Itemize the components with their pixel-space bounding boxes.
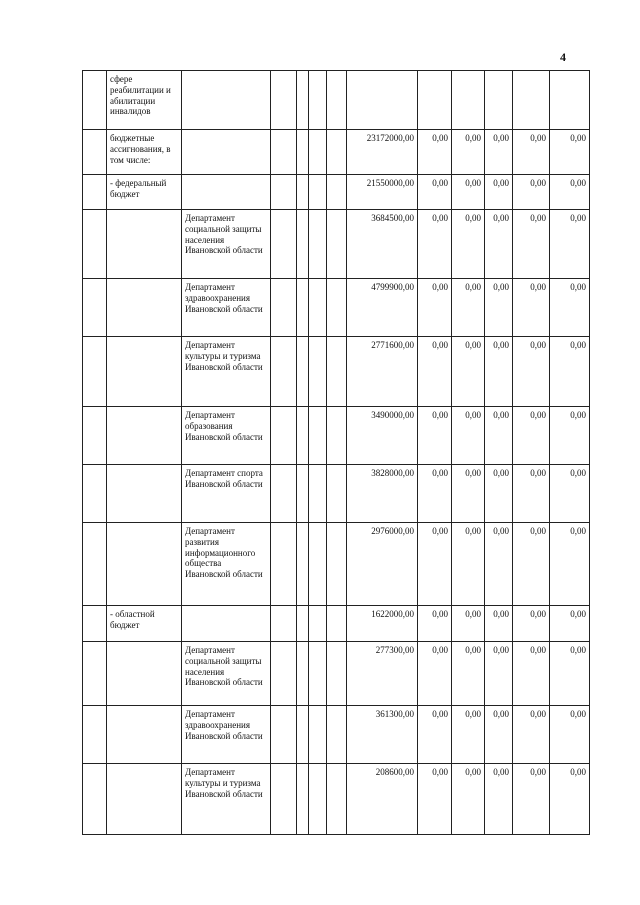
amount-cell: 3490000,00 — [347, 407, 418, 465]
row-label-cell — [107, 210, 182, 279]
table-row — [83, 606, 590, 642]
empty-cell — [327, 210, 347, 279]
row-label-cell — [107, 465, 182, 523]
value-cell-1: 0,00 — [418, 279, 452, 337]
value-cell-1: 0,00 — [418, 706, 452, 764]
empty-cell — [309, 210, 327, 279]
value-cell-2: 0,00 — [452, 465, 485, 523]
value-cell-1 — [418, 71, 452, 130]
empty-cell — [327, 706, 347, 764]
row-index-cell — [83, 764, 107, 835]
value-cell-4: 0,00 — [513, 764, 550, 835]
empty-cell — [309, 337, 327, 407]
value-cell-2 — [452, 71, 485, 130]
amount-cell: 4799900,00 — [347, 279, 418, 337]
value-cell-5: 0,00 — [550, 130, 590, 175]
empty-cell — [309, 71, 327, 130]
empty-cell — [327, 465, 347, 523]
value-cell-3: 0,00 — [485, 523, 513, 606]
table-row — [83, 642, 590, 706]
amount-cell: 2771600,00 — [347, 337, 418, 407]
empty-cell — [271, 130, 297, 175]
row-index-cell — [83, 130, 107, 175]
empty-cell — [297, 71, 309, 130]
row-index-cell — [83, 210, 107, 279]
empty-cell — [297, 523, 309, 606]
empty-cell — [327, 764, 347, 835]
value-cell-4: 0,00 — [513, 279, 550, 337]
row-index-cell — [83, 706, 107, 764]
amount-cell: 208600,00 — [347, 764, 418, 835]
empty-cell — [297, 764, 309, 835]
empty-cell — [271, 764, 297, 835]
value-cell-2: 0,00 — [452, 706, 485, 764]
amount-cell: 277300,00 — [347, 642, 418, 706]
value-cell-5 — [550, 71, 590, 130]
department-cell: Департамент социальной защиты населения Ивановской области — [182, 210, 271, 279]
empty-cell — [309, 606, 327, 642]
empty-cell — [271, 606, 297, 642]
value-cell-5: 0,00 — [550, 175, 590, 210]
value-cell-2: 0,00 — [452, 606, 485, 642]
value-cell-1: 0,00 — [418, 764, 452, 835]
empty-cell — [271, 279, 297, 337]
value-cell-4: 0,00 — [513, 130, 550, 175]
empty-cell — [271, 175, 297, 210]
empty-cell — [297, 175, 309, 210]
value-cell-5: 0,00 — [550, 337, 590, 407]
value-cell-4 — [513, 71, 550, 130]
value-cell-1: 0,00 — [418, 337, 452, 407]
row-index-cell — [83, 279, 107, 337]
department-cell — [182, 71, 271, 130]
table-row — [83, 523, 590, 606]
table-row — [83, 130, 590, 175]
row-label-cell — [107, 642, 182, 706]
empty-cell — [309, 523, 327, 606]
row-label-cell — [107, 407, 182, 465]
row-index-cell — [83, 175, 107, 210]
department-cell — [182, 130, 271, 175]
value-cell-4: 0,00 — [513, 465, 550, 523]
empty-cell — [309, 407, 327, 465]
empty-cell — [297, 642, 309, 706]
empty-cell — [327, 71, 347, 130]
amount-cell: 2976000,00 — [347, 523, 418, 606]
value-cell-2: 0,00 — [452, 175, 485, 210]
value-cell-3 — [485, 71, 513, 130]
table-row — [83, 465, 590, 523]
empty-cell — [297, 210, 309, 279]
row-label-cell — [107, 764, 182, 835]
row-index-cell — [83, 642, 107, 706]
row-index-cell — [83, 523, 107, 606]
empty-cell — [327, 523, 347, 606]
table-row — [83, 407, 590, 465]
row-index-cell — [83, 407, 107, 465]
empty-cell — [271, 71, 297, 130]
empty-cell — [297, 279, 309, 337]
empty-cell — [309, 175, 327, 210]
row-label-cell — [107, 337, 182, 407]
value-cell-5: 0,00 — [550, 764, 590, 835]
value-cell-3: 0,00 — [485, 279, 513, 337]
value-cell-5: 0,00 — [550, 210, 590, 279]
empty-cell — [327, 279, 347, 337]
department-cell: Департамент здравоохранения Ивановской области — [182, 706, 271, 764]
empty-cell — [271, 642, 297, 706]
value-cell-1: 0,00 — [418, 642, 452, 706]
empty-cell — [297, 337, 309, 407]
value-cell-5: 0,00 — [550, 279, 590, 337]
table-row — [83, 175, 590, 210]
empty-cell — [271, 407, 297, 465]
value-cell-3: 0,00 — [485, 130, 513, 175]
empty-cell — [327, 130, 347, 175]
table-row — [83, 279, 590, 337]
value-cell-3: 0,00 — [485, 407, 513, 465]
empty-cell — [309, 642, 327, 706]
empty-cell — [309, 764, 327, 835]
department-cell: Департамент образования Ивановской области — [182, 407, 271, 465]
empty-cell — [297, 407, 309, 465]
empty-cell — [271, 337, 297, 407]
table-row — [83, 337, 590, 407]
row-label-cell — [107, 279, 182, 337]
empty-cell — [297, 130, 309, 175]
empty-cell — [271, 465, 297, 523]
value-cell-5: 0,00 — [550, 642, 590, 706]
empty-cell — [327, 407, 347, 465]
amount-cell — [347, 71, 418, 130]
value-cell-3: 0,00 — [485, 764, 513, 835]
table-row — [83, 706, 590, 764]
value-cell-4: 0,00 — [513, 606, 550, 642]
department-cell: Департамент культуры и туризма Ивановской области — [182, 337, 271, 407]
amount-cell: 23172000,00 — [347, 130, 418, 175]
empty-cell — [297, 465, 309, 523]
department-cell — [182, 606, 271, 642]
row-label-cell — [107, 706, 182, 764]
value-cell-3: 0,00 — [485, 606, 513, 642]
row-index-cell — [83, 337, 107, 407]
value-cell-3: 0,00 — [485, 642, 513, 706]
page-number: 4 — [560, 50, 566, 64]
department-cell: Департамент спорта Ивановской области — [182, 465, 271, 523]
budget-table — [82, 70, 590, 835]
value-cell-5: 0,00 — [550, 606, 590, 642]
row-label-cell: сфере реабилитации и абилитации инвалидов — [107, 71, 182, 130]
value-cell-3: 0,00 — [485, 175, 513, 210]
value-cell-1: 0,00 — [418, 407, 452, 465]
value-cell-1: 0,00 — [418, 175, 452, 210]
empty-cell — [297, 706, 309, 764]
value-cell-2: 0,00 — [452, 279, 485, 337]
value-cell-4: 0,00 — [513, 210, 550, 279]
value-cell-2: 0,00 — [452, 642, 485, 706]
department-cell: Департамент здравоохранения Ивановской области — [182, 279, 271, 337]
empty-cell — [271, 210, 297, 279]
value-cell-3: 0,00 — [485, 210, 513, 279]
value-cell-4: 0,00 — [513, 337, 550, 407]
amount-cell: 3828000,00 — [347, 465, 418, 523]
empty-cell — [271, 523, 297, 606]
value-cell-2: 0,00 — [452, 337, 485, 407]
amount-cell: 21550000,00 — [347, 175, 418, 210]
empty-cell — [309, 130, 327, 175]
value-cell-1: 0,00 — [418, 210, 452, 279]
value-cell-1: 0,00 — [418, 130, 452, 175]
row-index-cell — [83, 71, 107, 130]
value-cell-3: 0,00 — [485, 337, 513, 407]
amount-cell: 361300,00 — [347, 706, 418, 764]
empty-cell — [271, 706, 297, 764]
value-cell-1: 0,00 — [418, 606, 452, 642]
value-cell-1: 0,00 — [418, 523, 452, 606]
table-row — [83, 764, 590, 835]
empty-cell — [309, 279, 327, 337]
empty-cell — [309, 706, 327, 764]
empty-cell — [327, 337, 347, 407]
value-cell-2: 0,00 — [452, 130, 485, 175]
value-cell-3: 0,00 — [485, 465, 513, 523]
row-label-cell: бюджетные ассигнования, в том числе: — [107, 130, 182, 175]
value-cell-2: 0,00 — [452, 764, 485, 835]
value-cell-5: 0,00 — [550, 523, 590, 606]
row-label-cell: - федеральный бюджет — [107, 175, 182, 210]
row-index-cell — [83, 465, 107, 523]
value-cell-5: 0,00 — [550, 706, 590, 764]
value-cell-4: 0,00 — [513, 523, 550, 606]
value-cell-2: 0,00 — [452, 523, 485, 606]
value-cell-3: 0,00 — [485, 706, 513, 764]
table-row — [83, 210, 590, 279]
value-cell-4: 0,00 — [513, 407, 550, 465]
value-cell-4: 0,00 — [513, 706, 550, 764]
row-index-cell — [83, 606, 107, 642]
empty-cell — [327, 606, 347, 642]
table-body — [83, 71, 590, 835]
department-cell: Департамент культуры и туризма Ивановской области — [182, 764, 271, 835]
value-cell-5: 0,00 — [550, 465, 590, 523]
value-cell-4: 0,00 — [513, 175, 550, 210]
value-cell-2: 0,00 — [452, 210, 485, 279]
empty-cell — [297, 606, 309, 642]
value-cell-1: 0,00 — [418, 465, 452, 523]
department-cell: Департамент развития информационного общества Ивановской области — [182, 523, 271, 606]
row-label-cell — [107, 523, 182, 606]
value-cell-5: 0,00 — [550, 407, 590, 465]
empty-cell — [327, 175, 347, 210]
amount-cell: 3684500,00 — [347, 210, 418, 279]
row-label-cell: - областной бюджет — [107, 606, 182, 642]
empty-cell — [309, 465, 327, 523]
empty-cell — [327, 642, 347, 706]
table-row — [83, 71, 590, 130]
department-cell: Департамент социальной защиты населения Ивановской области — [182, 642, 271, 706]
amount-cell: 1622000,00 — [347, 606, 418, 642]
value-cell-2: 0,00 — [452, 407, 485, 465]
department-cell — [182, 175, 271, 210]
value-cell-4: 0,00 — [513, 642, 550, 706]
